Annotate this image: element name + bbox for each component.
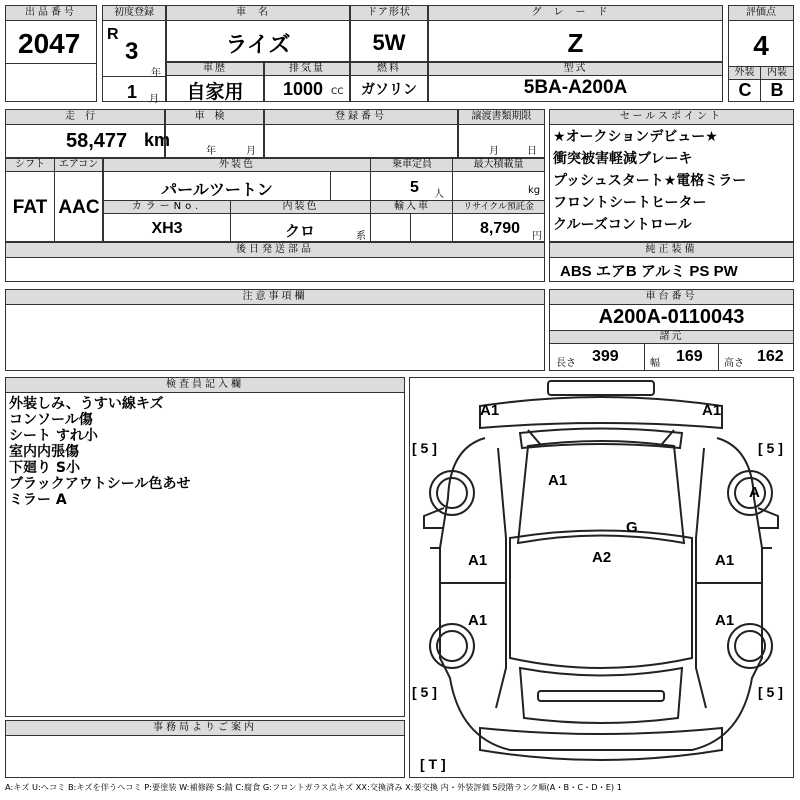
sales-point-line: クルーズコントロール (553, 217, 692, 233)
inspector-line: 室内内張傷 (9, 444, 79, 460)
inspector-line: 下廻り S小 (9, 460, 80, 476)
sales-point-line: フロントシートヒーター (553, 195, 707, 211)
fuel-value: ガソリン (361, 81, 417, 97)
month-unit: 月 (149, 94, 159, 105)
grade-value: Z (567, 28, 584, 58)
damage-mark-windshield: G (626, 519, 638, 536)
later-parts-label: 後日発送部品 (6, 243, 544, 258)
car-name-value: ライズ (225, 32, 291, 57)
notes-label: 注意事項欄 (6, 290, 544, 305)
import-label: 輸入車 (370, 200, 454, 214)
exterior-grade-value: C (738, 80, 752, 100)
recycle-unit: 円 (532, 231, 542, 242)
grade-box (428, 5, 723, 62)
score-value: 4 (753, 30, 769, 61)
year-value: 3 (125, 38, 139, 65)
grade-label: グレード (429, 6, 722, 21)
equipment-box (549, 242, 794, 282)
recycle-value: 8,790 (480, 220, 521, 237)
door-box (350, 5, 428, 62)
door-label: ドア形状 (351, 6, 427, 21)
mileage-unit: km (144, 130, 171, 150)
inspector-label: 検査員記入欄 (6, 378, 404, 393)
displacement-box (264, 62, 350, 102)
inspector-line: 外装しみ、うすい線キズ (9, 396, 164, 412)
transfer-day-unit: 日 (527, 146, 537, 157)
spec-split-1 (644, 344, 645, 371)
model-label: 型式 (428, 62, 723, 76)
sales-point-line: 衝突被害軽減ブレーキ (553, 151, 693, 167)
first-registration-box (102, 5, 166, 105)
shift-label: シフト (5, 158, 55, 172)
first-registration-label: 初度登録 (103, 6, 165, 21)
damage-mark-left-rear-door: A1 (468, 612, 488, 629)
ext-color-split (330, 172, 331, 200)
damage-mark-right-front-door: A1 (715, 552, 735, 569)
reg-no-box (264, 109, 458, 158)
later-parts-box (5, 242, 545, 282)
car-name-box (166, 5, 350, 62)
chassis-value: A200A-0110043 (598, 306, 745, 328)
model-box (428, 62, 723, 102)
capacity-unit: 人 (434, 189, 444, 200)
office-box (5, 720, 405, 778)
model-value: 5BA-A200A (523, 77, 628, 98)
color-no-label: カラーNo. (103, 200, 231, 214)
first-reg-divider (103, 76, 165, 77)
inspector-line: シート すれ小 (9, 428, 98, 444)
inspector-line: コンソール傷 (9, 412, 93, 428)
history-label: 車歴 (166, 62, 264, 76)
transfer-month-unit: 月 (489, 146, 499, 157)
year-unit: 年 (151, 68, 161, 79)
capacity-label: 乗車定員 (370, 158, 454, 172)
displacement-label: 排気量 (264, 62, 350, 76)
height-label: 高さ (724, 358, 744, 369)
fuel-box (350, 62, 428, 102)
int-color-unit: 系 (356, 231, 366, 242)
damage-mark-hood: A1 (548, 472, 568, 489)
legend: A:キズ U:ヘコミ B:キズを伴うヘコミ P:要塗装 W:補修跡 S:錆 C:腐食 G:フロントガラス点キズ XX:交換済み X:要交換 内・外装評価 5段階ランク順(A・B・C・D・E) 1 (5, 782, 622, 792)
tire-rear-right: [ 5 ] (758, 684, 783, 700)
length-label: 長さ (556, 358, 576, 369)
office-label: 事務局よりご案内 (6, 721, 404, 736)
width-value: 169 (676, 348, 703, 365)
fuel-label: 燃料 (350, 62, 428, 76)
inspection-label: 車検 (166, 110, 263, 125)
lot-divider (6, 63, 96, 64)
damage-mark-roof: A2 (592, 549, 612, 566)
inspector-line: ミラー A (9, 492, 67, 508)
sales-point-line: ★オークションデビュー★ (553, 129, 718, 145)
tire-spare: [ T ] (420, 756, 446, 772)
lot-value: 2047 (18, 28, 81, 59)
ext-color-value: パールツートン (161, 182, 273, 199)
month-value: 1 (127, 82, 138, 102)
max-load-unit: kg (528, 185, 541, 196)
history-box (166, 62, 264, 102)
height-value: 162 (757, 348, 784, 365)
color-no-value: XH3 (151, 220, 183, 237)
damage-mark-right-front-wheel: A (749, 484, 760, 501)
shift-aircon-box (5, 158, 103, 242)
damage-mark-left-front-door: A1 (468, 552, 488, 569)
aircon-value: AAC (58, 197, 100, 218)
aircon-label: エアコン (54, 158, 103, 172)
era-value: R (107, 26, 119, 43)
tire-rear-left: [ 5 ] (412, 684, 437, 700)
damage-mark-front-right: A1 (702, 402, 722, 419)
shift-value: FAT (12, 197, 48, 218)
color-box (103, 158, 545, 242)
width-label: 幅 (650, 358, 660, 369)
mileage-value: 58,477 (66, 130, 128, 152)
damage-mark-front-left: A1 (480, 402, 500, 419)
lot-number-box (5, 5, 97, 102)
score-label: 評価点 (729, 6, 793, 21)
import-split (410, 214, 411, 242)
tire-front-left: [ 5 ] (412, 440, 437, 456)
transfer-label: 譲渡書類期限 (459, 110, 544, 125)
transfer-box (458, 109, 545, 158)
ext-color-label: 外装色 (103, 158, 371, 172)
sales-points-list (553, 126, 746, 236)
inspection-year-unit: 年 (206, 146, 216, 157)
mileage-box (5, 109, 171, 158)
car-name-label: 車名 (167, 6, 349, 21)
inspector-lines (9, 396, 190, 508)
exterior-grade-label: 外装 (728, 66, 761, 80)
displacement-unit: CC (331, 87, 344, 97)
notes-box (5, 289, 545, 371)
history-value: 自家用 (186, 82, 244, 103)
length-value: 399 (592, 348, 619, 365)
car-diagram (410, 378, 793, 777)
lot-label: 出品番号 (6, 6, 96, 21)
chassis-label: 車台番号 (550, 290, 793, 305)
recycle-label: リサイクル預託金 (452, 200, 545, 214)
max-load-label: 最大積載量 (452, 158, 545, 172)
spec-split-2 (718, 344, 719, 371)
door-value: 5W (372, 30, 406, 55)
mileage-label: 走行 (6, 110, 164, 125)
tire-front-right: [ 5 ] (758, 440, 783, 456)
equipment-label: 純正装備 (550, 243, 793, 258)
inspection-box (165, 109, 264, 158)
chassis-box (549, 289, 794, 371)
inspection-month-unit: 月 (246, 146, 256, 157)
interior-grade-value: B (770, 80, 784, 100)
capacity-value: 5 (410, 179, 419, 196)
damage-mark-right-rear-door: A1 (715, 612, 735, 629)
int-color-label: 内装色 (230, 200, 371, 214)
inspector-box (5, 377, 405, 717)
reg-no-label: 登録番号 (265, 110, 457, 125)
int-color-value: クロ (284, 223, 315, 240)
score-box (728, 5, 794, 102)
inspector-line: ブラックアウトシール色あせ (9, 476, 191, 492)
sales-points-label: セールスポイント (550, 110, 793, 125)
sales-points-box (549, 109, 794, 242)
interior-grade-label: 内装 (760, 66, 794, 80)
equipment-value: ABS エアB アルミ PS PW (560, 263, 738, 280)
specs-label: 諸元 (549, 330, 794, 344)
displacement-value: 1000 (283, 79, 324, 99)
sales-point-line: プッシュスタート★電格ミラー (553, 173, 747, 189)
car-diagram-box (409, 377, 794, 778)
